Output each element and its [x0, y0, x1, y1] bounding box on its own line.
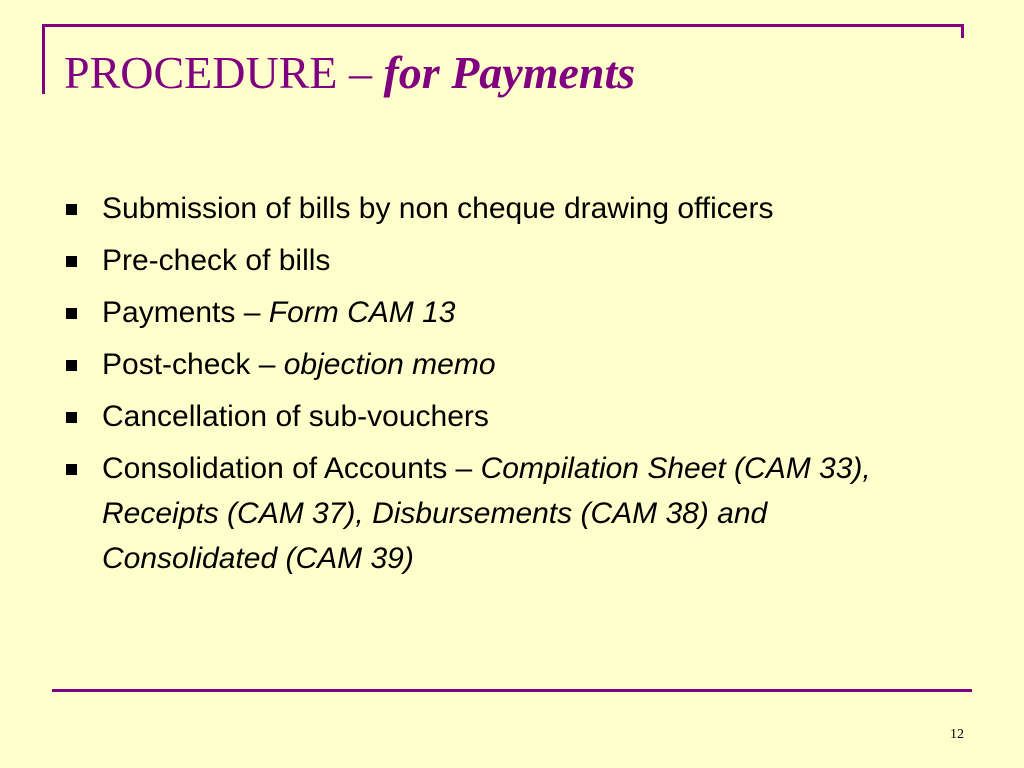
square-bullet-icon [66, 464, 77, 475]
bullet-emphasis: Compilation Sheet (CAM 33), Receipts (CAM 37), Disbursements (CAM 38) and Consolidated (CAM 39) [102, 452, 871, 575]
title-bracket-top-line [42, 24, 964, 27]
bullet-text: Payments – [102, 296, 269, 329]
title-bracket-left-line [42, 24, 45, 94]
title-bracket-right-line [961, 24, 964, 38]
bullet-emphasis: Form CAM 13 [268, 296, 456, 329]
bullet-text: Submission of bills by non cheque drawing officers [102, 192, 774, 225]
square-bullet-icon [66, 360, 77, 371]
square-bullet-icon [66, 308, 77, 319]
square-bullet-icon [66, 204, 77, 215]
bullet-text: Pre-check of bills [102, 244, 331, 277]
slide-title-emphasis: for Payments [383, 47, 636, 98]
square-bullet-icon [66, 256, 77, 267]
bullet-text: Consolidation of Accounts – [102, 452, 481, 485]
bullet-item [60, 186, 940, 231]
bullet-item [60, 446, 940, 581]
bullet-item [60, 238, 940, 283]
bullet-text: Post-check – [102, 348, 284, 381]
square-bullet-icon [66, 412, 77, 423]
bullet-item [60, 394, 940, 439]
page-number: 12 [950, 727, 964, 742]
bullet-item [60, 342, 940, 387]
bullet-item [60, 290, 940, 335]
bullet-emphasis: objection memo [283, 348, 496, 381]
bullet-text: Cancellation of sub-vouchers [102, 400, 489, 433]
footer-divider-line [52, 689, 972, 692]
bullet-list [60, 186, 940, 588]
slide-title [64, 42, 635, 104]
slide-title-main: PROCEDURE – [64, 47, 384, 98]
